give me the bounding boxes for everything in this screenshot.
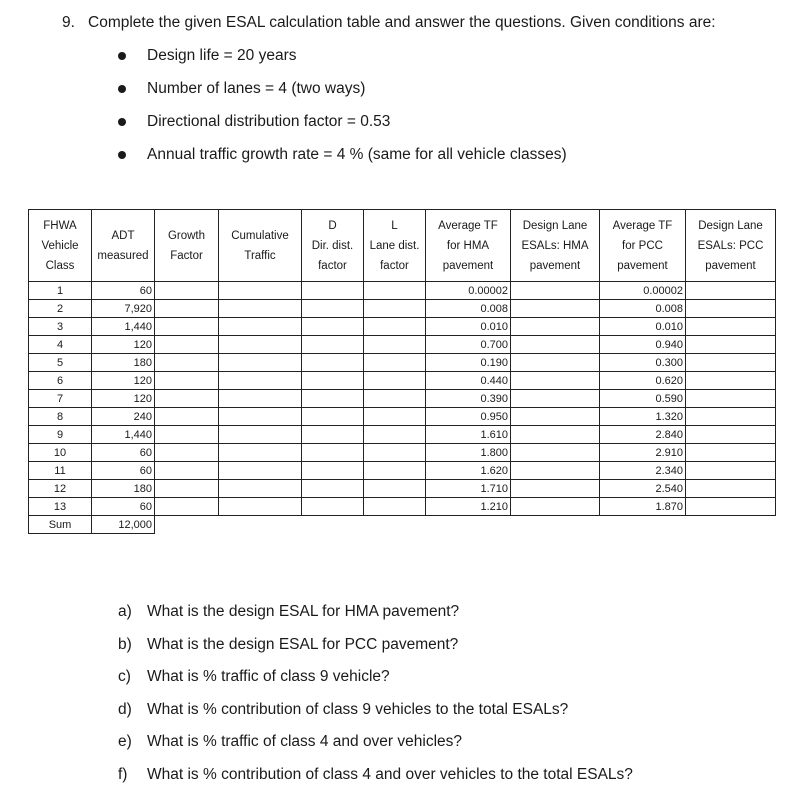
cumulative-traffic-cell [219, 282, 302, 300]
adt-cell: 60 [92, 282, 155, 300]
lane-dist-factor-cell [364, 444, 426, 462]
esal-pcc-cell [686, 444, 776, 462]
table-row [29, 372, 776, 390]
column-header-line: L [391, 219, 398, 232]
column-header [600, 210, 686, 282]
growth-factor-cell [155, 426, 219, 444]
column-header [92, 210, 155, 282]
column-header-line: D [328, 219, 337, 232]
cumulative-traffic-cell [219, 462, 302, 480]
tf-pcc-cell: 2.540 [600, 480, 686, 498]
table-row [29, 408, 776, 426]
table-row [29, 300, 776, 318]
tf-hma-cell: 0.440 [426, 372, 511, 390]
question-text: Complete the given ESAL calculation table and answer the questions. Given conditions are: [88, 14, 716, 31]
dir-dist-factor-cell [302, 354, 364, 372]
lane-dist-factor-cell [364, 282, 426, 300]
column-header-line: FHWA [43, 219, 77, 232]
vehicle-class-cell: 12 [29, 480, 92, 498]
vehicle-class-cell: 2 [29, 300, 92, 318]
dir-dist-factor-cell [302, 300, 364, 318]
tf-hma-cell: 1.800 [426, 444, 511, 462]
table-row [29, 282, 776, 300]
adt-cell: 120 [92, 336, 155, 354]
column-header-line: ESALs: HMA [521, 239, 589, 252]
growth-factor-cell [155, 282, 219, 300]
lane-dist-factor-cell [364, 408, 426, 426]
column-header-line: ESALs: PCC [697, 239, 764, 252]
cumulative-traffic-cell [219, 354, 302, 372]
column-header-line: Average TF [438, 219, 498, 232]
dir-dist-factor-cell [302, 480, 364, 498]
column-header-line: Vehicle [41, 239, 79, 252]
table-row [29, 462, 776, 480]
esal-pcc-cell [686, 300, 776, 318]
column-header-line: factor [318, 259, 347, 272]
sub-question: a) What is the design ESAL for HMA pavement? [118, 603, 460, 620]
column-header [155, 210, 219, 282]
cumulative-traffic-cell [219, 498, 302, 516]
column-header-line: pavement [529, 259, 581, 272]
tf-hma-cell: 1.610 [426, 426, 511, 444]
column-header-line: for PCC [622, 239, 663, 252]
tf-pcc-cell: 0.00002 [600, 282, 686, 300]
adt-cell: 180 [92, 480, 155, 498]
lane-dist-factor-cell [364, 480, 426, 498]
bullet-icon [118, 85, 126, 93]
column-header-line: Factor [170, 249, 203, 262]
table-row [29, 498, 776, 516]
vehicle-class-cell: 10 [29, 444, 92, 462]
condition-item: Design life = 20 years [118, 46, 567, 79]
lane-dist-factor-cell [364, 354, 426, 372]
esal-hma-cell [511, 336, 600, 354]
condition-item: Number of lanes = 4 (two ways) [118, 79, 567, 112]
esal-table [28, 209, 776, 534]
esal-pcc-cell [686, 318, 776, 336]
column-header-line: factor [380, 259, 409, 272]
tf-hma-cell: 0.190 [426, 354, 511, 372]
cumulative-traffic-cell [219, 426, 302, 444]
column-header [511, 210, 600, 282]
table-row [29, 354, 776, 372]
dir-dist-factor-cell [302, 282, 364, 300]
dir-dist-factor-cell [302, 318, 364, 336]
adt-cell: 180 [92, 354, 155, 372]
column-header [219, 210, 302, 282]
esal-pcc-cell [686, 426, 776, 444]
column-header [302, 210, 364, 282]
esal-hma-cell [511, 480, 600, 498]
adt-cell: 7,920 [92, 300, 155, 318]
adt-cell: 60 [92, 498, 155, 516]
tf-hma-cell: 1.710 [426, 480, 511, 498]
tf-pcc-cell: 2.340 [600, 462, 686, 480]
esal-hma-cell [511, 462, 600, 480]
column-header-line: pavement [442, 259, 494, 272]
sub-question: c) What is % traffic of class 9 vehicle? [118, 668, 390, 686]
lane-dist-factor-cell [364, 498, 426, 516]
lane-dist-factor-cell [364, 318, 426, 336]
column-header [426, 210, 511, 282]
adt-cell: 60 [92, 462, 155, 480]
vehicle-class-cell: 3 [29, 318, 92, 336]
growth-factor-cell [155, 318, 219, 336]
growth-factor-cell [155, 354, 219, 372]
growth-factor-cell [155, 300, 219, 318]
cumulative-traffic-cell [219, 318, 302, 336]
table-row [29, 480, 776, 498]
dir-dist-factor-cell [302, 462, 364, 480]
lane-dist-factor-cell [364, 426, 426, 444]
sub-question: f) What is % contribution of class 4 and over vehicles to the total ESALs? [118, 765, 633, 783]
lane-dist-factor-cell [364, 336, 426, 354]
esal-hma-cell [511, 282, 600, 300]
dir-dist-factor-cell [302, 426, 364, 444]
growth-factor-cell [155, 444, 219, 462]
cumulative-traffic-cell [219, 390, 302, 408]
tf-hma-cell: 1.210 [426, 498, 511, 516]
esal-pcc-cell [686, 498, 776, 516]
esal-hma-cell [511, 498, 600, 516]
tf-hma-cell: 0.390 [426, 390, 511, 408]
cumulative-traffic-cell [219, 480, 302, 498]
table-row [29, 318, 776, 336]
dir-dist-factor-cell [302, 372, 364, 390]
vehicle-class-cell: 5 [29, 354, 92, 372]
esal-pcc-cell [686, 336, 776, 354]
esal-hma-cell [511, 318, 600, 336]
growth-factor-cell [155, 390, 219, 408]
cumulative-traffic-cell [219, 372, 302, 390]
vehicle-class-cell: 13 [29, 498, 92, 516]
bullet-icon [118, 52, 126, 60]
column-header [686, 210, 776, 282]
vehicle-class-cell: 7 [29, 390, 92, 408]
column-header-line: pavement [617, 259, 668, 272]
dir-dist-factor-cell [302, 390, 364, 408]
adt-cell: 120 [92, 390, 155, 408]
table-header-row [29, 210, 776, 282]
tf-hma-cell: 0.010 [426, 318, 511, 336]
esal-pcc-cell [686, 462, 776, 480]
column-header-line: Traffic [244, 249, 276, 262]
conditions-list [118, 46, 567, 178]
growth-factor-cell [155, 462, 219, 480]
adt-cell: 60 [92, 444, 155, 462]
tf-pcc-cell: 0.620 [600, 372, 686, 390]
question-heading [62, 14, 716, 32]
esal-hma-cell [511, 300, 600, 318]
growth-factor-cell [155, 336, 219, 354]
lane-dist-factor-cell [364, 300, 426, 318]
sub-question: e) What is % traffic of class 4 and over vehicles? [118, 733, 463, 751]
lane-dist-factor-cell [364, 372, 426, 390]
lane-dist-factor-cell [364, 390, 426, 408]
column-header-line: Design Lane [522, 219, 588, 232]
dir-dist-factor-cell [302, 336, 364, 354]
vehicle-class-cell: 11 [29, 462, 92, 480]
column-header-line: pavement [705, 259, 756, 272]
dir-dist-factor-cell [302, 498, 364, 516]
table-row [29, 336, 776, 354]
esal-pcc-cell [686, 372, 776, 390]
question-number: 9. [62, 14, 75, 31]
column-header-line: Class [45, 259, 75, 272]
condition-item: Annual traffic growth rate = 4 % (same for all vehicle classes) [118, 145, 567, 178]
column-header-line: Design Lane [698, 219, 763, 232]
tf-pcc-cell: 2.840 [600, 426, 686, 444]
bullet-icon [118, 118, 126, 126]
tf-pcc-cell: 0.940 [600, 336, 686, 354]
sub-questions-list [118, 602, 633, 798]
sum-adt-cell: 12,000 [92, 516, 155, 534]
column-header [364, 210, 426, 282]
lane-dist-factor-cell [364, 462, 426, 480]
table-row [29, 426, 776, 444]
sub-question: b) What is the design ESAL for PCC pavement? [118, 635, 459, 653]
tf-hma-cell: 0.008 [426, 300, 511, 318]
column-header-line: Lane dist. [369, 239, 420, 252]
table-body [29, 282, 776, 534]
tf-hma-cell: 0.950 [426, 408, 511, 426]
vehicle-class-cell: 4 [29, 336, 92, 354]
dir-dist-factor-cell [302, 444, 364, 462]
esal-pcc-cell [686, 480, 776, 498]
vehicle-class-cell: 9 [29, 426, 92, 444]
column-header [29, 210, 92, 282]
growth-factor-cell [155, 480, 219, 498]
tf-pcc-cell: 2.910 [600, 444, 686, 462]
esal-hma-cell [511, 372, 600, 390]
sum-label-cell: Sum [29, 516, 92, 534]
column-header-line: Growth [167, 229, 206, 242]
esal-hma-cell [511, 426, 600, 444]
tf-pcc-cell: 0.008 [600, 300, 686, 318]
adt-cell: 120 [92, 372, 155, 390]
cumulative-traffic-cell [219, 408, 302, 426]
tf-pcc-cell: 0.590 [600, 390, 686, 408]
adt-cell: 240 [92, 408, 155, 426]
sum-row [29, 516, 776, 534]
vehicle-class-cell: 1 [29, 282, 92, 300]
cumulative-traffic-cell [219, 300, 302, 318]
esal-hma-cell [511, 354, 600, 372]
esal-pcc-cell [686, 390, 776, 408]
condition-item: Directional distribution factor = 0.53 [118, 112, 567, 145]
esal-hma-cell [511, 444, 600, 462]
column-header-line: Dir. dist. [311, 239, 354, 252]
esal-pcc-cell [686, 354, 776, 372]
tf-hma-cell: 0.700 [426, 336, 511, 354]
esal-hma-cell [511, 408, 600, 426]
esal-pcc-cell [686, 408, 776, 426]
column-header-line: Cumulative [231, 229, 289, 242]
tf-pcc-cell: 1.320 [600, 408, 686, 426]
vehicle-class-cell: 6 [29, 372, 92, 390]
esal-pcc-cell [686, 282, 776, 300]
cumulative-traffic-cell [219, 336, 302, 354]
cumulative-traffic-cell [219, 444, 302, 462]
tf-hma-cell: 1.620 [426, 462, 511, 480]
tf-pcc-cell: 0.300 [600, 354, 686, 372]
column-header-line: measured [97, 249, 149, 262]
vehicle-class-cell: 8 [29, 408, 92, 426]
column-header-line: for HMA [446, 239, 490, 252]
column-header-line: Average TF [612, 219, 673, 232]
sub-question: d) What is % contribution of class 9 vehicles to the total ESALs? [118, 700, 569, 718]
tf-pcc-cell: 1.870 [600, 498, 686, 516]
adt-cell: 1,440 [92, 426, 155, 444]
growth-factor-cell [155, 498, 219, 516]
tf-pcc-cell: 0.010 [600, 318, 686, 336]
tf-hma-cell: 0.00002 [426, 282, 511, 300]
esal-hma-cell [511, 390, 600, 408]
dir-dist-factor-cell [302, 408, 364, 426]
table-row [29, 390, 776, 408]
column-header-line: ADT [111, 229, 135, 242]
table-row [29, 444, 776, 462]
growth-factor-cell [155, 372, 219, 390]
adt-cell: 1,440 [92, 318, 155, 336]
bullet-icon [118, 151, 126, 159]
growth-factor-cell [155, 408, 219, 426]
